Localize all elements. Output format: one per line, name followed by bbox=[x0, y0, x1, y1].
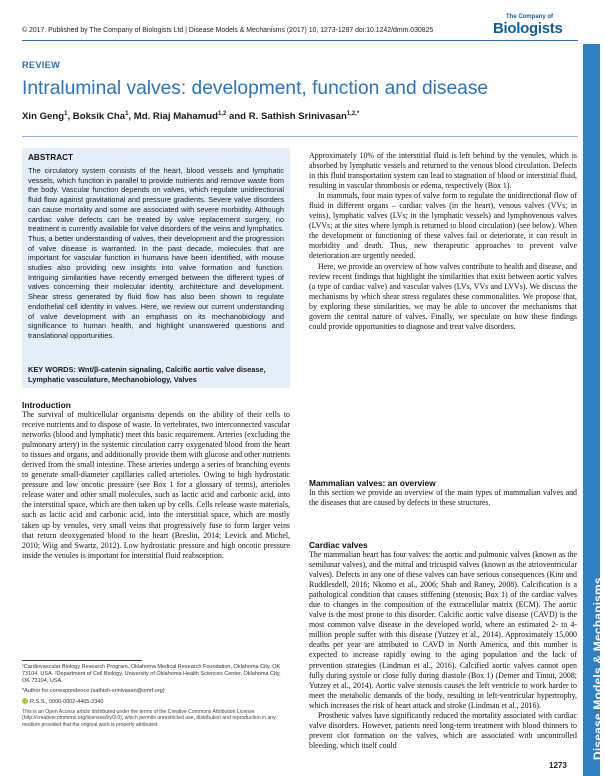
paragraph: Prosthetic valves have significantly reduced the mortality associated with cardiac valve disorders. However, patients need long-term treatment with blood thinners to prevent clot formation on the valves, which are associated with uncontrolled bleeding, which itself could bbox=[309, 710, 577, 750]
right-column-intro bbox=[309, 151, 577, 332]
mammalian-valves-heading: Mammalian valves: an overview bbox=[309, 478, 436, 488]
publisher-logo bbox=[493, 14, 563, 40]
orcid-text: R.S.S., 0000-0002-4465-3340 bbox=[30, 698, 104, 705]
keywords: KEY WORDS: Wnt/β-catenin signaling, Calcific aortic valve disease, Lymphatic vasculature, Mechanobiology, Valves bbox=[28, 365, 266, 384]
logo-small-text: The Company of bbox=[505, 14, 553, 20]
author-rule bbox=[22, 136, 578, 137]
introduction-body bbox=[22, 410, 290, 561]
author-name: R. Sathish Srinivasan bbox=[248, 111, 347, 123]
footnotes bbox=[22, 664, 290, 731]
correspondence: *Author for correspondence (sathish-srinivasan@omrf.org) bbox=[22, 687, 165, 694]
author-affiliation-mark: 1,2 bbox=[217, 111, 227, 117]
cardiac-valves-body bbox=[309, 550, 577, 751]
author-separator: , bbox=[128, 111, 134, 123]
paragraph: The survival of multicellular organisms depends on the ability of their cells to receive nutrients and to dispose of waste. In vertebrates, two interconnected vascular networks (blood and lymphatic) meet this basic requirement. Arteries (excluding the pulmonary artery) in the systemic circulation carry oxygenated blood from the heart to tissues and organs, and additionally provide them with glucose and other nutrients derived from the small intestine. These arteries undergo a series of branching events to generate small-diameter capillaries called arterioles. Owing to high hydrostatic pressure and low oncotic pressure (see Box 1 for a glossary of terms), arterioles release water and other small molecules, such as lactic acid and carbonic acid, into the interstitial space, which are then taken up by cells. Cells release waste materials, such as lactic acid and carbonic acid, into the interstitial space, which are mostly taken up by venules, very small veins that progressively fuse to form larger veins that return deoxygenated blood to the heart (Breslin, 2014; Levick and Michel, 2010; Wiig and Swartz, 2012). Low hydrostatic pressure and high oncotic pressure inside the venules is important for interstitial fluid reabsorption. bbox=[22, 410, 290, 560]
cardiac-valves-heading: Cardiac valves bbox=[309, 540, 368, 550]
author-name: Boksik Cha bbox=[72, 111, 126, 123]
open-access-notice: This is an Open Access article distributed under the terms of the Creative Commons Attribution License (http://creativecommons.org/licenses/by/3.0), which permits unrestricted use, distribution and reproduction in any medium provided that the original work is properly attributed. bbox=[22, 708, 276, 728]
introduction-heading: Introduction bbox=[22, 400, 71, 410]
page-number: 1273 bbox=[549, 761, 567, 770]
author-affiliation-mark: 1 bbox=[125, 111, 129, 117]
logo-big-text: Biologists bbox=[493, 20, 563, 37]
article-title: Intraluminal valves: development, function and disease bbox=[22, 78, 489, 99]
citation-line: © 2017. Published by The Company of Biologists Ltd | Disease Models & Mechanisms (2017) 10, 1273-1287 doi:10.1242/dmm.030825 bbox=[22, 27, 434, 34]
journal-side-title: Disease Models & Mechanisms bbox=[591, 577, 605, 760]
author-list bbox=[22, 111, 359, 122]
paragraph: Approximately 10% of the interstitial fluid is left behind by the venules, which is absorbed by lymphatic vessels and returned to the venous blood circulation. Defects in this fluid transportation system can lead to stagnation of blood or interstitial fluid, resulting in vascular thrombosis or edema, respectively (Box 1). bbox=[309, 151, 577, 191]
footnote-rule bbox=[22, 660, 142, 661]
orcid-line bbox=[22, 698, 290, 706]
author-name: Md. Riaj Mahamud bbox=[133, 111, 218, 123]
abstract-heading: ABSTRACT bbox=[28, 153, 74, 162]
abstract-text: The circulatory system consists of the heart, blood vessels and lymphatic vessels, which function in parallel to provide nutrients and remove waste from the body. Vascular function depends on valves, which regulate unidirectional fluid flow against gravitational and pressure gradients. Severe valve disorders can cause mortality and some are associated with severe morbidity. Although cardiac valve defects can be treated by valve replacement surgery, no treatment is currently available for valve disorders of the veins and lymphatics. Thus, a better understanding of valves, their development and the progression of valve disease is warranted. In the past decade, molecules that are important for vascular function in humans have been identified, with mouse studies also providing new insights into valve formation and function. Intriguing similarities have recently emerged between the different types of valves concerning their molecular identity, architecture and development. Shear stress generated by fluid flow has also been shown to regulate endothelial cell identity in valves. Here, we review our current understanding of valve development with an emphasis on its mechanobiology and significance to human health, and highlight unanswered questions and translational opportunities. bbox=[28, 166, 284, 340]
affiliations: ¹Cardiovascular Biology Research Program, Oklahoma Medical Research Foundation, Oklahoma City, OK 73104, USA. ²Department of Cell Biology, University of Oklahoma Health Sciences Center, Oklahoma City, OK 73104, USA. bbox=[22, 664, 281, 684]
orcid-icon bbox=[22, 698, 28, 704]
paragraph: In mammals, four main types of valve form to regulate the unidirectional flow of fluid in different organs – cardiac valves (in the heart), venous valves (VVs; in veins), lymphatic valves (LVs; in the lymphatic vessels) and lymphovenous valves (LVVs; at the sites where lymph is returned to blood circulation) (see below). When the development or functioning of these valves fail or deteriorate, it can result in morbidity and death. Thus, new therapeutic approaches to prevent valve deterioration are urgently needed. bbox=[309, 191, 577, 261]
author-affiliation-mark: 1,2,* bbox=[346, 111, 360, 117]
author-separator: and bbox=[226, 111, 249, 123]
paragraph: Here, we provide an overview of how valves contribute to health and disease, and review recent findings that highlight the similarities that exist between aortic valves (a type of cardiac valve) and vascular valves (LVs, VVs and LVVs). We discuss the mechanisms by which shear stress regulates these commonalities. We propose that, by exploring these similarities, we may be able to uncover the mechanisms that govern the central nature of valves. Finally, we speculate on how these findings could provide opportunities to diagnose and treat valve disorders. bbox=[309, 261, 577, 331]
paragraph: The mammalian heart has four valves: the aortic and pulmonic valves (known as the semilunar valves), and the mitral and tricuspid valves (known as the atrioventricular valves). Defects in any one of these valves can have serious consequences (Kim and Ruddlesdell, 2016; Nkomo et al., 2006; Shah and Raney, 2008). Calcification is a pathological condition that causes stiffening (stenosis; Box 1) of the cardiac valves due to changes in the composition of the extracellular matrix (ECM). The aortic valve is the most prone to this disorder. Calcific aortic valve disease (CAVD) is the most common valve disease in the developed world, where an estimated 2- to 4-million people suffer with this disease (Yutzey et al., 2014). Approximately 15,000 deaths per year are attributed to CAVD in North America, and this number is expected to increase rapidly owing to the aging population and the lack of prevention strategies (Lindman et al., 2016). Calcified aortic valves cannot open fully during systole or close fully during diastole (Box 1) (Demer and Tintut, 2008; Yutzey et al., 2014). Aortic valve stenosis causes the left ventricle to work harder to meet the metabolic demands of the body, resulting in left-ventricular hypertrophy, which increases the risk of heart attack and stroke (Lindman et al., 2016). bbox=[309, 550, 577, 710]
header-rule bbox=[22, 40, 578, 41]
author-affiliation-mark: 1 bbox=[64, 111, 68, 117]
paragraph: In this section we provide an overview of the main types of mammalian valves and the diseases that are caused by defects in these structures. bbox=[309, 488, 577, 508]
author-name: Xin Geng bbox=[22, 111, 65, 123]
section-label: REVIEW bbox=[22, 60, 61, 70]
mammalian-valves-body bbox=[309, 488, 577, 508]
author-separator: , bbox=[67, 111, 73, 123]
